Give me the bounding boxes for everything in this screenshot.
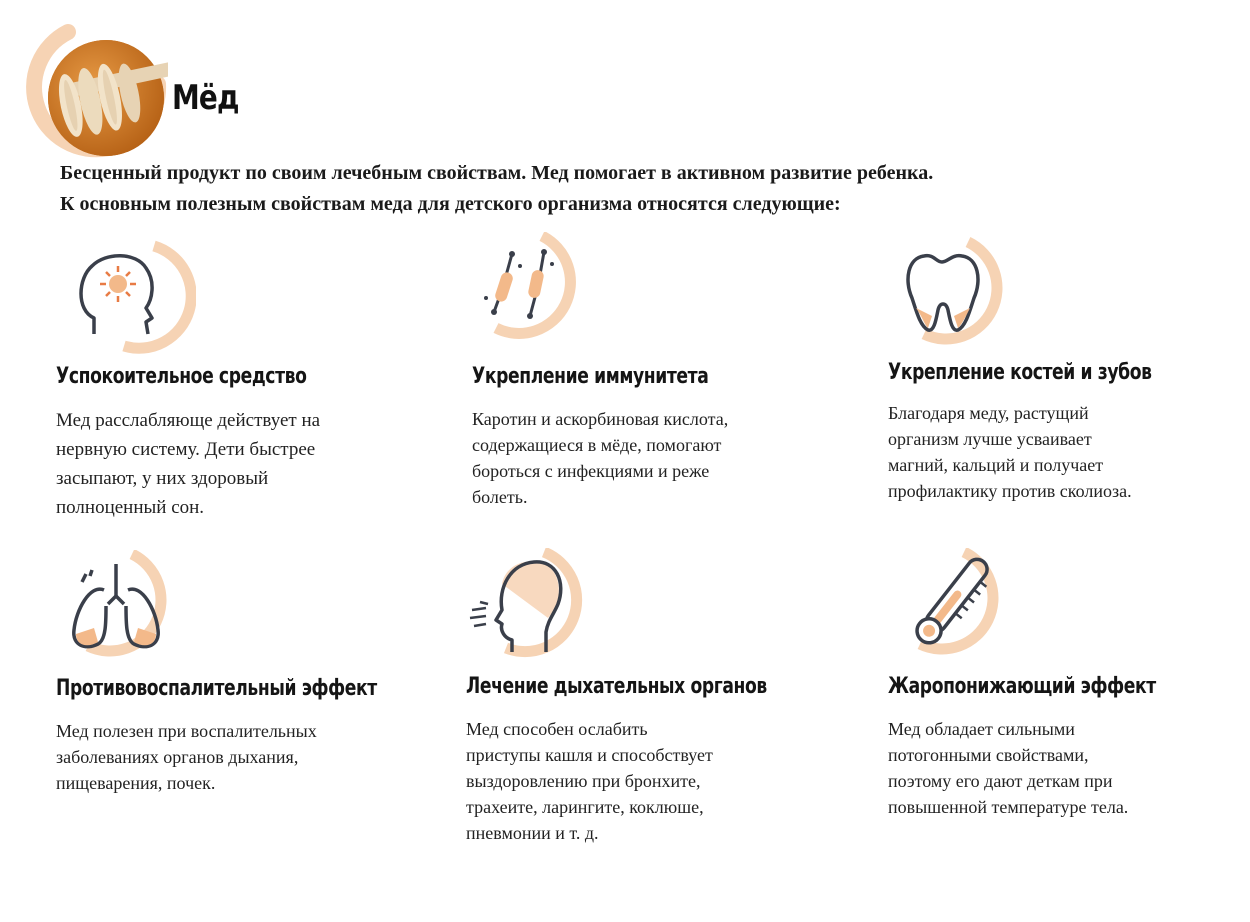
card-line: организм лучше усваивает <box>888 429 1092 449</box>
card-body <box>56 406 406 522</box>
card-line: Мед полезен при воспалительных <box>56 721 317 741</box>
card-line: выздоровлению при бронхите, <box>466 771 701 791</box>
honey-dipper-logo-icon <box>8 14 168 164</box>
card-body <box>56 718 406 796</box>
thermometer-icon <box>894 548 1024 668</box>
card-line: приступы кашля и способствует <box>466 745 713 765</box>
card-line: Мед расслабляюще действует на <box>56 410 321 431</box>
card-heading: Противовоспалительный эффект <box>56 676 377 701</box>
lungs-icon <box>62 550 192 670</box>
card-line: потогонными свойствами, <box>888 745 1089 765</box>
card-heading: Лечение дыхательных органов <box>466 674 767 699</box>
card-line: бороться с инфекциями и реже <box>472 461 710 481</box>
card-line: заболеваниях органов дыхания, <box>56 747 299 767</box>
card-line: полноценный сон. <box>56 497 205 518</box>
card-body <box>888 716 1238 820</box>
card-body <box>888 400 1238 504</box>
page-title: Мёд <box>172 78 239 118</box>
card-line: Каротин и аскорбиновая кислота, <box>472 409 729 429</box>
card-line: повышенной температуре тела. <box>888 797 1129 817</box>
intro-line-2: К основным полезным свойствам меда для детского организма относятся следующие: <box>60 193 841 215</box>
card-line: профилактику против сколиоза. <box>888 481 1132 501</box>
intro-line-1: Бесценный продукт по своим лечебным свойствам. Мед помогает в активном развитие ребенка. <box>60 162 934 184</box>
tooth-icon <box>894 236 1024 356</box>
card-line: трахеите, ларингите, коклюше, <box>466 797 704 817</box>
card-line: болеть. <box>472 487 528 507</box>
card-heading: Жаропонижающий эффект <box>888 674 1156 699</box>
card-line: пищеварения, почек. <box>56 773 216 793</box>
card-body <box>466 716 816 846</box>
card-heading: Укрепление костей и зубов <box>888 360 1152 385</box>
card-heading: Укрепление иммунитета <box>472 364 709 389</box>
card-body <box>472 406 822 510</box>
breathing-head-icon <box>466 548 596 668</box>
card-line: засыпают, у них здоровый <box>56 468 269 489</box>
head-calm-icon <box>66 238 196 358</box>
card-line: поэтому его дают деткам при <box>888 771 1113 791</box>
card-line: нервную систему. Дети быстрее <box>56 439 316 460</box>
bacteria-immunity-icon <box>472 232 602 352</box>
intro-text <box>60 158 1220 220</box>
card-line: магний, кальций и получает <box>888 455 1104 475</box>
card-line: Благодаря меду, растущий <box>888 403 1089 423</box>
card-line: Мед обладает сильными <box>888 719 1075 739</box>
card-line: содержащиеся в мёде, помогают <box>472 435 722 455</box>
card-line: Мед способен ослабить <box>466 719 648 739</box>
card-heading: Успокоительное средство <box>56 364 307 389</box>
card-line: пневмонии и т. д. <box>466 823 599 843</box>
